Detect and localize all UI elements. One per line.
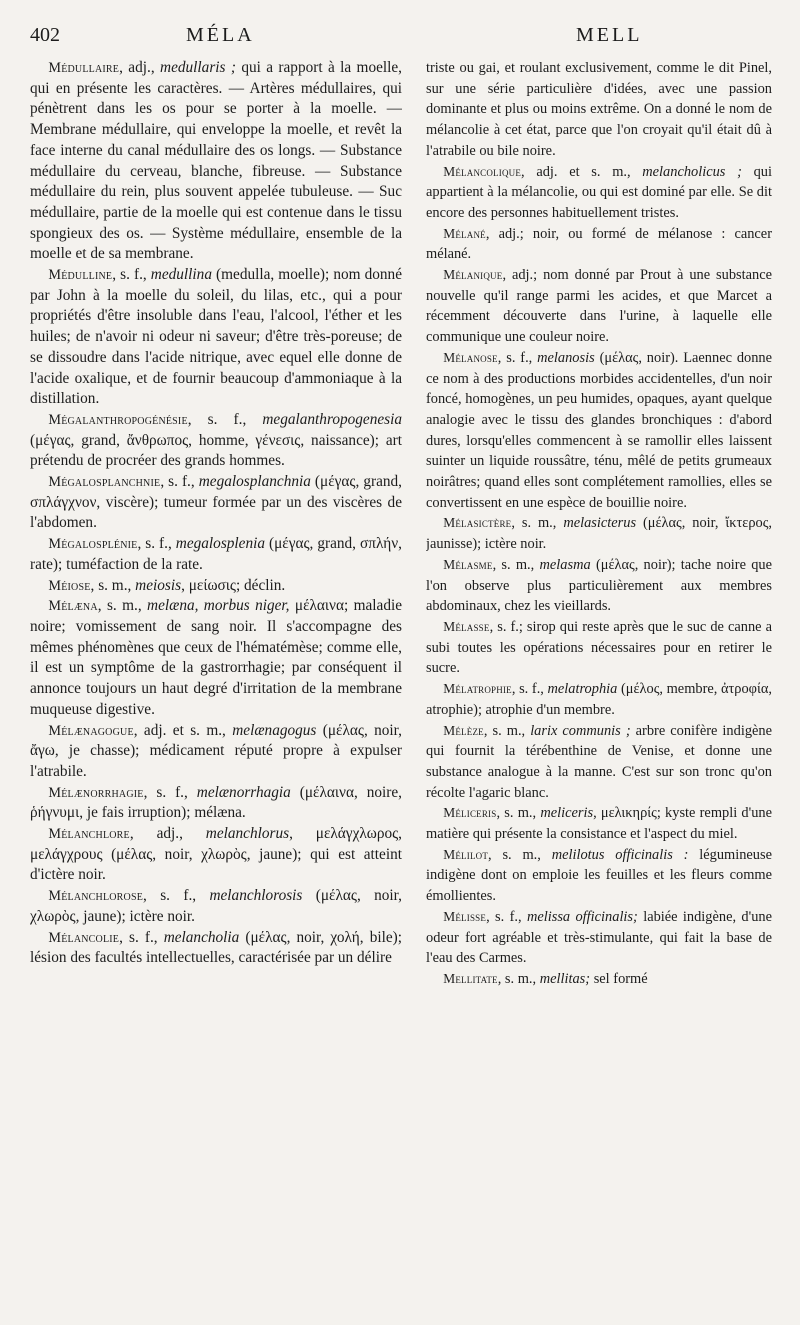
headword: Mélanique bbox=[443, 267, 503, 283]
dictionary-entry bbox=[426, 265, 772, 348]
dictionary-entry bbox=[30, 472, 402, 534]
definition: (μέλας, noir, χολή, bile); lésion des facultés intellectuelles, caractérisée par un délire bbox=[30, 928, 402, 967]
grammar-info: , s. f.; bbox=[489, 618, 527, 635]
definition: (μέλας, noir); tache noire que l'on observe plus particulièrement aux membres abdominaux, chez les vieillards. bbox=[426, 556, 772, 615]
definition: labiée indigène, d'une odeur fort agréable et très-stimulante, qui fait la base de l'eau des Carmes. bbox=[426, 908, 772, 967]
grammar-info: , s. m., bbox=[492, 556, 540, 573]
left-column bbox=[30, 58, 402, 1313]
grammar-info: , s. f., bbox=[486, 908, 527, 925]
dictionary-entry bbox=[426, 907, 772, 969]
latin-term: medullina bbox=[150, 266, 212, 284]
definition: (μέλας, noir, ἄγω, je chasse); médicament réputé propre à expulser l'atrabile. bbox=[30, 721, 402, 780]
dictionary-entry bbox=[426, 721, 772, 804]
latin-term: melænagogus bbox=[232, 721, 317, 739]
headword: Mélèze bbox=[443, 722, 484, 738]
grammar-info: , s. m., bbox=[511, 515, 564, 532]
dictionary-entry bbox=[30, 721, 402, 783]
grammar-info: , s. f., bbox=[497, 349, 538, 366]
grammar-info: , s. f., bbox=[511, 681, 548, 698]
headword: Mélancolique bbox=[443, 163, 522, 179]
grammar-info: , s. f., bbox=[143, 887, 210, 905]
headword: Mélanose bbox=[443, 349, 498, 365]
headword: Mélané bbox=[443, 225, 486, 241]
definition: légumineuse indigène dont on emploie les feuilles et les fleurs comme émollientes. bbox=[426, 846, 772, 905]
headword: Médulline bbox=[48, 267, 113, 284]
dictionary-entry bbox=[426, 58, 772, 162]
headword: Mélasme bbox=[443, 556, 493, 572]
grammar-info: , s. m., bbox=[497, 970, 540, 987]
dictionary-entry bbox=[426, 803, 772, 844]
grammar-info: , s. m., bbox=[483, 722, 531, 739]
definition: sel formé bbox=[590, 970, 648, 987]
dictionary-entry bbox=[30, 534, 402, 575]
grammar-info: , s. f., bbox=[112, 266, 151, 284]
dictionary-entry bbox=[426, 969, 772, 990]
dictionary-entry bbox=[30, 410, 402, 472]
headword: Mélatrophie bbox=[443, 681, 512, 697]
latin-term: melissa officinalis; bbox=[526, 908, 638, 925]
headword: Mégalanthropogénésie bbox=[48, 411, 188, 428]
definition: noir, ou formé de mélanose : cancer mélané. bbox=[426, 225, 772, 263]
latin-term: melanchlorosis bbox=[209, 887, 303, 905]
definition: , μελάγχλωρος, μελάγχρους (μέλας, noir, χλωρὸς, jaune); qui est atteint d'ictère noir. bbox=[30, 825, 402, 884]
running-header bbox=[30, 24, 775, 54]
dictionary-entry bbox=[30, 58, 402, 265]
headword: Mellitate bbox=[443, 970, 498, 986]
latin-term: melancholicus ; bbox=[642, 163, 742, 180]
grammar-info: , s. f., bbox=[143, 783, 197, 801]
latin-term: melasicterus bbox=[563, 515, 637, 532]
definition: sirop qui reste après que le suc de canne a subi toutes les opérations nécessaires pour en retirer le sucre. bbox=[426, 618, 772, 677]
latin-term: megalanthropogenesia bbox=[262, 410, 402, 428]
right-running-head: MELL bbox=[576, 24, 643, 46]
grammar-info: , s. f., bbox=[119, 928, 164, 946]
definition: , μελικηρίς; kyste rempli d'une matière qui présente la consistance et l'aspect du miel. bbox=[426, 805, 772, 843]
grammar-info: , adj. et s. m., bbox=[133, 721, 233, 739]
definition: (μέγας, grand, ἄνθρωπος, homme, γένεσις, naissance); art prétendu de procréer des grands hommes. bbox=[30, 431, 402, 470]
headword: Méliceris bbox=[443, 805, 497, 821]
latin-term: megalosplanchnia bbox=[198, 473, 311, 491]
headword: Mélasictère bbox=[443, 515, 512, 531]
latin-term: melanchlorus bbox=[205, 825, 290, 843]
headword: Mégalosplanchnie bbox=[48, 474, 161, 491]
latin-term: meliceris bbox=[540, 805, 594, 822]
dictionary-entry bbox=[30, 265, 402, 410]
dictionary-entry bbox=[426, 224, 772, 265]
definition: nom donné par Prout à une substance nouvelle qu'il range parmi les acides, et que Marcet a récemment découverte dans l'urine, à laquelle elle communique une couleur noire. bbox=[426, 267, 772, 346]
definition: qui a rapport à la moelle, qui en présente les caractères. — Artères médullaires, qui pénètrent dans les os pour se porter à la moelle. — Membrane médullaire, qui enveloppe la moelle, et revêt la face interne du canal médullaire des os longs. — Substance médullaire du cerveau, blanche, fibreuse. — Substance médullaire du rein, plus souvent appelée tubuleuse. — Suc médullaire, partie de la moelle qui est contenue dans le tissu spongieux des os. — Système médullaire, ensemble de la moelle et de sa membrane. bbox=[30, 59, 402, 263]
latin-term: melænorrhagia bbox=[196, 783, 291, 801]
grammar-info: , s. m., bbox=[90, 576, 136, 594]
dictionary-entry bbox=[426, 348, 772, 514]
definition: triste ou gai, et roulant exclusivement, comme le dit Pinel, sur une série particulière d'idées, avec une passion dominante et plus ou moins extrême. On a donné le nom de mélancolie à cet état, parce que l'on croyait qu'il était dû à l'atrabile ou bile noire. bbox=[426, 60, 772, 159]
page-number: 402 bbox=[30, 24, 60, 46]
latin-term: melilotus officinalis : bbox=[551, 846, 689, 863]
headword: Mélilot bbox=[443, 846, 489, 862]
definition: (μέλας, noir). Laennec donne ce nom à des productions morbides accidentelles, d'un noir foncé, homogènes, un peu humides, opaques, ayant quelque analogie avec le tissu des glandes bronchiques : d'abord dures, lorsqu'elles commencent à se ramollir elles laissent suinter un liquide roussâtre, ténu, mêlé de petits grumeaux noirâtres; quand elles sont complétement ramollies, elles se convertissent en une espèce de bouillie noire. bbox=[426, 349, 772, 511]
definition: (medulla, moelle); nom donné par John à la moelle du soleil, du lilas, etc., qui a pour propriétés d'être insoluble dans l'eau, l'alcool, l'éther et les huiles; de n'avoir ni odeur ni saveur; d'être très-poreuse; de se dissoudre dans l'acide nitrique, avec equel elle donne de l'acide oxalique, et de fournir beaucoup d'ammoniaque à la distillation. bbox=[30, 266, 402, 408]
latin-term: megalosplenia bbox=[175, 535, 266, 553]
dictionary-entry bbox=[426, 162, 772, 224]
dictionary-entry bbox=[426, 513, 772, 554]
latin-term: melancholia bbox=[163, 928, 240, 946]
latin-term: melæna, morbus niger, bbox=[147, 597, 290, 615]
latin-term: medullaris ; bbox=[160, 59, 236, 76]
dictionary-entry bbox=[30, 824, 402, 886]
grammar-info: , adj. et s. m., bbox=[521, 163, 643, 180]
headword: Mélisse bbox=[443, 908, 487, 924]
grammar-info: , adj., bbox=[129, 825, 206, 843]
latin-term: melanosis bbox=[537, 349, 595, 366]
grammar-info: , s. m., bbox=[496, 805, 541, 822]
dictionary-entry bbox=[30, 576, 402, 597]
definition: (μέγας, grand, σπλήν, rate); tuméfaction de la rate. bbox=[30, 535, 402, 573]
grammar-info: , s. m., bbox=[488, 846, 552, 863]
definition: μέλαινα; maladie noire; vomissement de sang noir. Il s'accompagne des mêmes phénomènes que ceux de l'hématémèse; comme elle, il est un symptôme de la gastrorrhagie; par conséquent il annonce toujours un haut degré d'irritation de la membrane muqueuse digestive. bbox=[30, 597, 402, 718]
right-column bbox=[426, 58, 772, 1313]
left-running-head: MÉLA bbox=[186, 24, 255, 46]
grammar-info: , s. f., bbox=[137, 535, 176, 553]
headword: Mélasse bbox=[443, 618, 490, 634]
grammar-info: , s. m., bbox=[97, 597, 148, 615]
headword: Mélancolie bbox=[48, 929, 120, 946]
latin-term: melatrophia bbox=[547, 681, 618, 698]
definition: (μέλας, noir, ἴκτερος, jaunisse); ictère noir. bbox=[426, 515, 772, 553]
headword: Médullaire bbox=[48, 60, 120, 76]
grammar-info: , adj.; bbox=[502, 267, 544, 284]
headword: Mélanchlorose bbox=[48, 888, 144, 905]
definition: , μείωσις; déclin. bbox=[181, 576, 286, 594]
definition: qui appartient à la mélancolie, ou qui est dominé par elle. Se dit encore des personnes habituellement tristes. bbox=[426, 163, 772, 221]
dictionary-entry bbox=[30, 886, 402, 927]
headword: Mélænorrhagie bbox=[48, 784, 144, 801]
dictionary-entry bbox=[426, 845, 772, 907]
headword: Mélanchlore bbox=[48, 826, 130, 843]
dictionary-entry bbox=[426, 555, 772, 617]
definition: (μέλος, membre, ἀτροφία, atrophie); atrophie d'un membre. bbox=[426, 681, 772, 718]
dictionary-entry bbox=[30, 783, 402, 824]
dictionary-entry bbox=[426, 679, 772, 720]
definition: (μέλας, noir, χλωρὸς, jaune); ictère noir. bbox=[30, 887, 402, 925]
definition: arbre conifère indigène qui fournit la térébenthine de Venise, et donne une substance analogue à la manne. C'est sur son tronc qu'on récolte l'agaric blanc. bbox=[426, 722, 772, 801]
headword: Mégalosplénie bbox=[48, 536, 138, 553]
headword: Mélænagogue bbox=[48, 722, 134, 739]
dictionary-entry bbox=[30, 928, 402, 969]
latin-term: larix communis ; bbox=[530, 722, 631, 739]
definition: (μέλαινα, noire, ῥήγνυμι, je fais irruption); mélæna. bbox=[30, 783, 402, 822]
grammar-info: , s. f., bbox=[187, 410, 263, 428]
definition: (μέγας, grand, σπλάγχνον, viscère); tumeur formée par un des viscères de l'abdomen. bbox=[30, 473, 402, 532]
grammar-info: , adj., bbox=[119, 59, 161, 76]
latin-term: meiosis bbox=[135, 576, 182, 594]
headword: Mélæna bbox=[48, 598, 98, 615]
dictionary-entry bbox=[30, 596, 402, 720]
dictionary-entry bbox=[426, 617, 772, 679]
grammar-info: , s. f., bbox=[160, 473, 199, 491]
grammar-info: , adj.; bbox=[485, 225, 533, 242]
latin-term: melasma bbox=[539, 556, 591, 573]
headword: Méiose bbox=[48, 577, 91, 594]
latin-term: mellitas; bbox=[539, 970, 591, 987]
